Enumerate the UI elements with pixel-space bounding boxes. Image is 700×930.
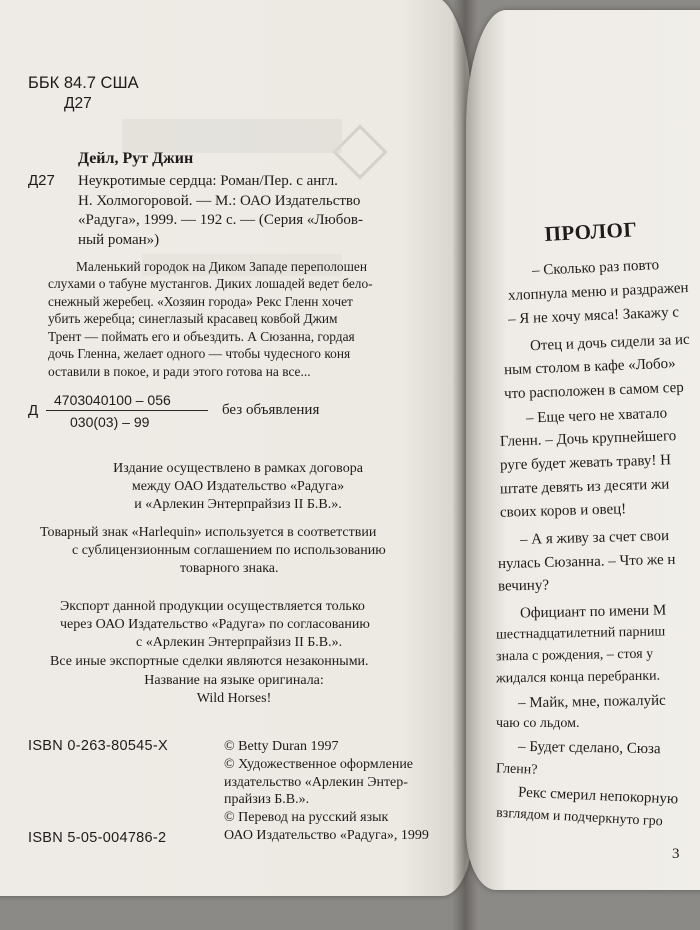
- text-line: чаю со льдом.: [496, 716, 580, 731]
- text-line: Гленн?: [495, 761, 538, 778]
- export-line: Экспорт данной продукции осуществляется только: [60, 599, 365, 614]
- formula-denominator: 030(03) – 99: [70, 414, 150, 430]
- text-line: ным столом в кафе «Лобо»: [503, 355, 676, 379]
- copyright-line: © Художественное оформление: [224, 756, 414, 772]
- export-note: [50, 598, 370, 671]
- text-line: вечину?: [497, 577, 550, 595]
- right-page: [466, 10, 700, 890]
- text-line: – А я живу за счет свои: [519, 528, 670, 548]
- text-line: Отец и дочь сидели за ис: [529, 331, 690, 355]
- text-line: взглядом и подчеркнуто гро: [495, 805, 664, 830]
- bib-line: «Радуга», 1999. — 192 с. — (Серия «Любов-: [78, 212, 363, 228]
- text-line: – Еще чего не хватало: [525, 405, 668, 427]
- isbn-russian: ISBN 5-05-004786-2: [28, 830, 167, 846]
- bib-line: Неукротимые сердца: Роман/Пер. с англ.: [78, 173, 338, 189]
- text-line: знала с рождения, – стоя у: [495, 646, 654, 665]
- entry-code: Д27: [28, 172, 55, 189]
- text-line: хлопнула меню и раздражен: [507, 280, 689, 304]
- text-line: что расположен в самом сер: [503, 379, 685, 403]
- agreement-line: Издание осуществлено в рамках договора: [113, 461, 363, 476]
- text-line: нулась Сюзанна. – Что же н: [497, 551, 676, 573]
- bibliographic-record: [78, 172, 363, 250]
- annotation-line: снежный жеребец. «Хозяин города» Рекс Гленн хочет: [48, 293, 353, 309]
- text-line: шестнадцатилетний парниш: [495, 624, 666, 643]
- isbn-original: ISBN 0-263-80545-X: [28, 738, 169, 754]
- page-number: 3: [672, 846, 680, 862]
- annotation-line: дочь Гленна, желает одного — чтобы чудесного коня: [48, 346, 351, 362]
- formula-bar: [46, 410, 208, 411]
- trademark-note: [40, 524, 386, 579]
- original-title: Wild Horses!: [196, 691, 272, 707]
- annotation-line: убить жеребца; синеглазый красавец ковбой Джим: [48, 311, 338, 327]
- text-line: штате девять из десяти жи: [499, 476, 670, 498]
- author-sign: Д27: [64, 95, 92, 112]
- bbk-code: ББК 84.7 США: [28, 74, 139, 92]
- text-line: – Будет сделано, Сюза: [517, 738, 661, 758]
- text-line: – Я не хочу мяса! Закажу с: [507, 304, 680, 328]
- copyright-line: ОАО Издательство «Радуга», 1999: [224, 827, 429, 843]
- copyright-line: прайзиз Б.В.».: [224, 792, 310, 808]
- price-note: без объявления: [222, 402, 320, 418]
- copyright-line: © Перевод на русский язык: [224, 810, 389, 826]
- annotation-line: Маленький городок на Диком Западе переполошен: [76, 259, 368, 274]
- text-line: Гленн. – Дочь крупнейшего: [499, 428, 677, 450]
- formula-letter: Д: [28, 402, 39, 419]
- annotation: [48, 258, 373, 380]
- agreement-line: и «Арлекин Энтерпрайзиз II Б.В.».: [134, 497, 342, 513]
- text-line: Рекс смерил непокорную: [517, 784, 679, 808]
- diamond-logo-icon: [335, 127, 386, 178]
- text-line: своих коров и овец!: [499, 501, 627, 521]
- bib-line: Н. Холмогоровой. — М.: ОАО Издательство: [78, 192, 361, 209]
- text-line: жидался конца перебранки.: [495, 668, 661, 687]
- text-line: – Майк, мне, пожалуйс: [517, 692, 666, 712]
- show-through-band: [122, 119, 342, 153]
- text-line: Официант по имени М: [519, 602, 667, 622]
- annotation-line: оставили в покое, и ради этого готова на все...: [48, 363, 311, 379]
- copyright-line: издательство «Арлекин Энтер-: [224, 774, 408, 790]
- author-name: Дейл, Рут Джин: [78, 150, 194, 167]
- trademark-line: с сублицензионным соглашением по использованию: [72, 543, 386, 559]
- prologue-text: [466, 10, 700, 890]
- annotation-line: слухами о табуне мустангов. Диких лошадей ведет бело-: [48, 276, 373, 292]
- chapter-heading: ПРОЛОГ: [544, 217, 638, 246]
- copyright-line: © Betty Duran 1997: [224, 739, 339, 754]
- export-line: Все иные экспортные сделки являются незаконными.: [50, 653, 369, 669]
- original-title-label: Название на языке оригинала:: [144, 673, 324, 688]
- agreement-line: между ОАО Издательство «Радуга»: [131, 479, 345, 495]
- text-line: руге будет жевать траву! Н: [499, 452, 672, 474]
- export-line: с «Арлекин Энтерпрайзиз II Б.В.».: [136, 635, 343, 651]
- text-line: – Сколько раз повто: [531, 257, 660, 279]
- export-line: через ОАО Издательство «Радуга» по согласованию: [60, 617, 370, 633]
- copyright-block: [224, 738, 429, 845]
- original-title-block: [114, 672, 354, 708]
- trademark-line: товарного знака.: [180, 561, 279, 577]
- agreement-note: [78, 460, 398, 515]
- annotation-line: Трент — поймать его и объездить. А Сюзанна, гордая: [48, 328, 355, 344]
- trademark-line: Товарный знак «Harlequin» используется в соответствии: [40, 525, 377, 540]
- formula-numerator: 4703040100 – 056: [54, 392, 171, 408]
- bib-line: ный роман»): [78, 231, 160, 248]
